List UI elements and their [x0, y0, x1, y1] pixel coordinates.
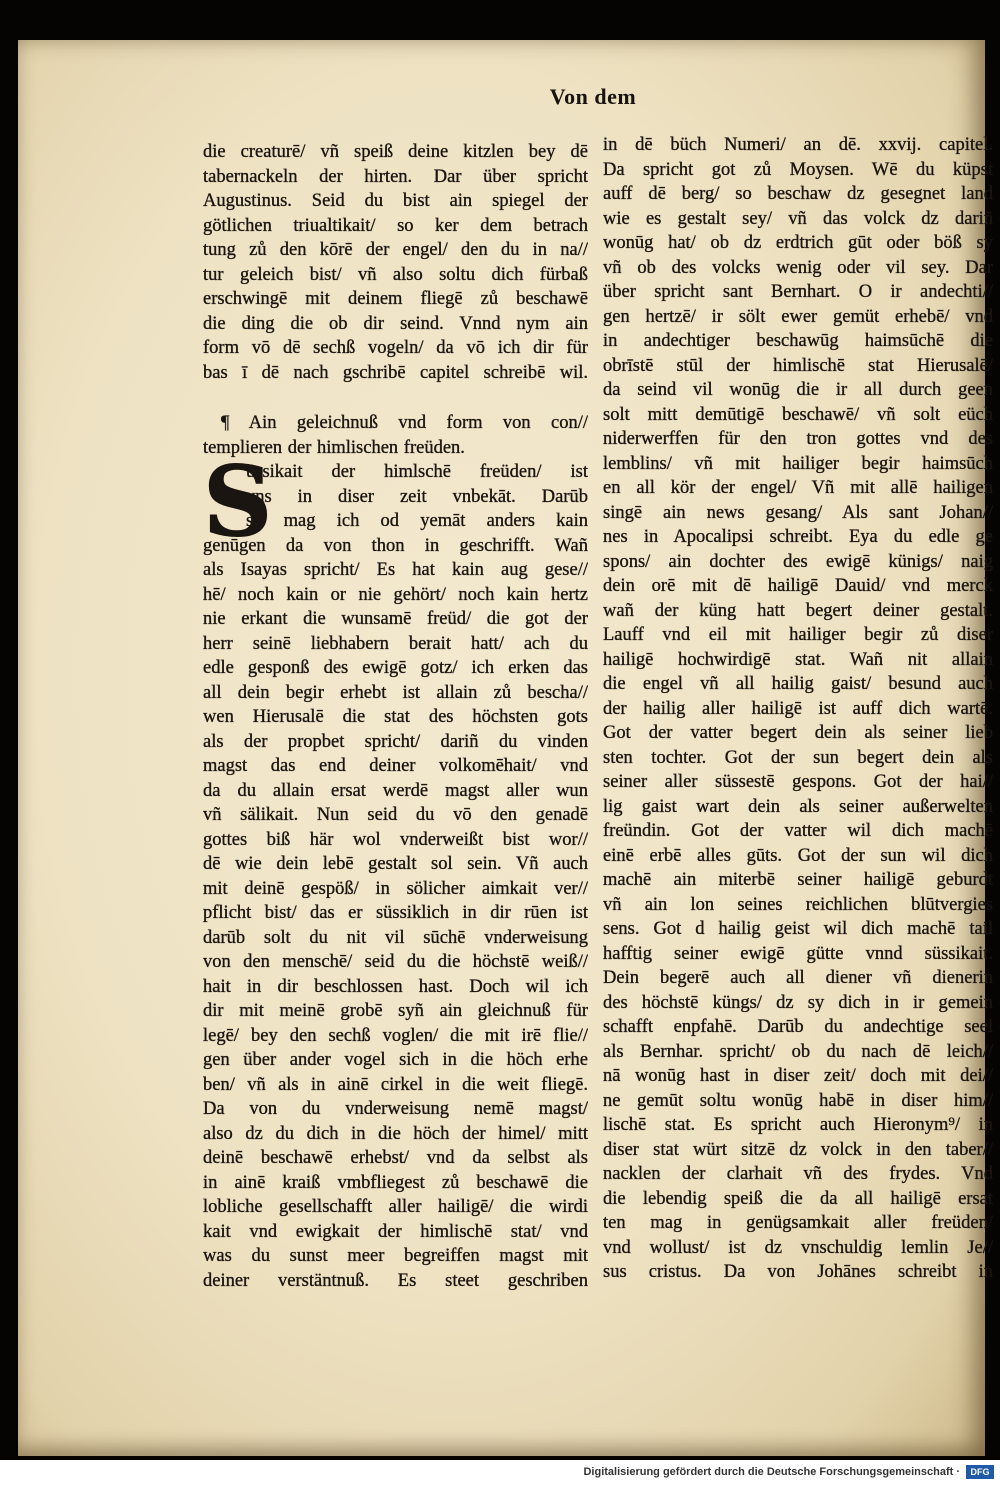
text-line: vñ ain lon seines reichlichen blūtvergies: [603, 894, 993, 915]
text-line: vnd wollust/ ist dz vnschuldig lemlin Je//: [603, 1237, 993, 1258]
text-line: nes in Apocalipsi schreibt. Eya du edle ge: [603, 527, 993, 547]
text-line: über spricht sant Bernhart. O ir andechti//: [603, 282, 993, 302]
text-line: all dein begir erhebt ist allain zů bescha//: [203, 682, 588, 703]
text-line: genūgen da von thon in geschrifft. Wañ: [203, 535, 588, 556]
text-line: pflicht bist/ das er süssiklich in dir rūen ist: [203, 903, 588, 923]
text-line: der hailig aller hailigē ist auff dich wartē.: [603, 698, 993, 719]
text-line: lischē stat. Es spricht auch Hieronym⁹/ in: [603, 1115, 993, 1135]
text-line: machē ain miterbē seiner hailigē geburdt: [603, 870, 993, 890]
text-line: erschwingē mit deinem fliegē zů beschawē: [203, 289, 588, 309]
scanned-page: [18, 40, 993, 1456]
text-line: hafftig seiner ewigē gütte vnnd süssikait.: [603, 943, 993, 964]
text-line: form vō dē sechß vogeln/ da vō ich dir für: [203, 338, 588, 358]
text-line: lemblins/ vñ mit hailiger begir haimsūch: [603, 453, 993, 474]
text-line: herr seinē liebhabern berait hatt/ ach du: [203, 633, 588, 654]
text-line: dē wie dein lebē gestalt sol sein. Vñ auch: [203, 854, 588, 874]
text-line: Lauff vnd eil mit hailiger begir zů diser: [603, 625, 993, 645]
text-line: götlichen triualtikait/ so ker dem betrach: [203, 215, 588, 236]
text-line: diser stat würt sitzē dz volck in den taber//: [603, 1139, 993, 1160]
text-line: freündin. Got der vatter wil dich machē: [603, 821, 993, 841]
text-line: bas ī dē nach gschribē capitel schreibē wil.: [203, 362, 588, 383]
text-line: als der propbet spricht/ dariñ du vinden: [203, 731, 588, 752]
text-line: ¶ Ain geleichnuß vnd form von con//: [221, 413, 588, 433]
text-line: templieren der himlischen freüden.: [203, 437, 465, 458]
text-line: lobliche gesellschafft aller hailigē/ die wirdi: [203, 1197, 588, 1217]
text-line: dein orē mit dē hailigē Dauid/ vnd merck: [603, 576, 993, 596]
text-line: die lebendig speiß die da all hailigē ersat: [603, 1188, 993, 1209]
dfg-logo: DFG: [966, 1465, 994, 1479]
right-column: [603, 133, 993, 1285]
text-line: sens. Got d hailig geist wil dich machē tail: [603, 919, 993, 939]
text-line: in andechtiger beschawūg haimsūchē die: [603, 331, 993, 351]
text-line: seiner aller süssestē gespons. Got der hai//: [603, 772, 993, 792]
text-line: hait in dir beschlossen hast. Doch wil ich: [203, 976, 588, 997]
text-line: tung zů den kōrē der engel/ den du in na//: [203, 240, 588, 260]
footer-bar: [0, 1460, 1000, 1486]
text-line: wonūg hat/ ob dz erdtrich gūt oder böß sy: [603, 233, 993, 253]
text-line: was du sunst meer begreiffen magst mit: [203, 1246, 588, 1266]
text-line: darūb solt du nit vil sūchē vnderweisung: [203, 927, 588, 948]
text-line: schafft enpfahē. Darūb du andechtige seel: [603, 1017, 993, 1037]
text-line: vñ ob des volcks wenig oder vil sey. Dar: [603, 257, 993, 278]
text-line: hailigē hochwirdigē stat. Wañ nit allain: [603, 649, 993, 670]
text-line: Da spricht got zů Moysen. Wē du küpst: [603, 159, 993, 180]
text-line: nacklen der clarhait vñ des frydes. Vnd: [603, 1164, 993, 1184]
text-line: kait vnd ewigkait der himlischē stat/ vnd: [203, 1221, 588, 1242]
text-line: deiner verstäntnuß. Es steet geschriben: [203, 1270, 588, 1291]
text-line: edle gesponß des ewigē gotz/ ich erken das: [203, 658, 588, 678]
text-line: wañ der küng hatt begert deiner gestalt.: [603, 600, 993, 621]
text-line: singē ain news gesang/ Als sant Johan//: [603, 502, 993, 523]
text-line: solt mitt demūtigē beschawē/ vñ solt eüch: [603, 404, 993, 425]
text-line: Got der vatter begert dein als seiner lieb: [603, 723, 993, 743]
text-line: sten tochter. Got der sun begert dein als: [603, 747, 993, 768]
text-line: ben/ vñ als in ainē cirkel in die weit fliegē.: [203, 1074, 588, 1095]
left-column: [203, 140, 588, 1293]
text-line: Da von du vnderweisung nemē magst/: [203, 1099, 588, 1119]
text-line: vns in diser zeit vnbekāt. Darūb: [246, 486, 588, 507]
text-line: die creaturē/ vñ speiß deine kitzlen bey dē: [203, 142, 588, 162]
text-line: Augustinus. Seid du bist ain spiegel der: [203, 191, 588, 211]
text-line: nie erkant die wunsamē freüd/ die got der: [203, 609, 588, 629]
running-title: Von dem: [549, 84, 637, 109]
digitization-credit: Digitalisierung gefördert durch die Deutsche Forschungsgemeinschaft ·: [583, 1466, 960, 1478]
text-line: von den menschē/ seid du die höchstē weiß//: [203, 952, 588, 972]
text-line: tur geleich bist/ vñ also soltu dich fürbaß: [203, 264, 588, 285]
text-line: auff dē berg/ so beschaw dz gesegnet land: [603, 184, 993, 204]
text-line: ten mag in genügsamkait aller freüden/: [603, 1213, 993, 1233]
text-line: deinē beschawē erhebst/ vnd da selbst als: [203, 1148, 588, 1168]
text-line: niderwerffen für den tron gottes vnd des: [603, 429, 993, 449]
text-line: lig gaist wart dein als seiner außerwelten: [603, 796, 993, 817]
text-line: hē/ noch kain or nie gehört/ noch kain hertz: [203, 584, 588, 605]
text-line: Dein begerē auch all diener vñ dienerin: [603, 968, 993, 988]
body-lines: [203, 460, 588, 1293]
text-line: in ainē kraiß vmbfliegest zů beschawē die: [203, 1172, 588, 1193]
text-line: da du allain ersat werdē magst aller wun: [203, 780, 588, 801]
text-line: magst das end deiner volkomēhait/ vnd: [203, 756, 588, 776]
text-line: vñ sälikait. Nun seid du vō den genadē: [203, 805, 588, 825]
text-line: als Bernhar. spricht/ ob du nach dē leich//: [603, 1041, 993, 1062]
text-line: als Isayas spricht/ Es hat kain aug gese//: [203, 560, 588, 580]
text-line: gen hertzē/ ir sölt ewer gemüt erhebē/ vnd: [603, 306, 993, 327]
drop-cap-initial: S: [203, 445, 273, 558]
text-line: in dē büch Numeri/ an dē. xxvij. capitel.: [603, 135, 993, 155]
text-line: des höchstē küngs/ dz sy dich in ir gemein: [603, 992, 993, 1013]
opening-paragraph: [203, 140, 588, 385]
text-line: sus cristus. Da von Johānes schreibt in: [603, 1262, 993, 1282]
text-line: üssikait der himlschē freüden/ ist: [246, 462, 588, 482]
text-line: wie es gestalt sey/ vñ das volck dz dariñ: [603, 208, 993, 229]
text-line: so mag ich od yemāt anders kain: [246, 511, 588, 531]
text-line: gottes biß här wol vnderweißt bist wor//: [203, 829, 588, 850]
text-line: obrīstē stūl der himlischē stat Hierusalē/: [603, 355, 993, 376]
text-line: einē erbē alles gūts. Got der sun wil dich: [603, 845, 993, 866]
text-line: en all kör der engel/ Vñ mit allē hailigen: [603, 478, 993, 498]
text-line: tabernackeln der hirten. Dar über spricht: [203, 166, 588, 187]
text-line: spons/ ain dochter des ewigē künigs/ naig: [603, 551, 993, 572]
text-line: da seind vil wonūg die ir all durch geen: [603, 380, 993, 400]
text-line: mit deinē gespöß/ in sölicher aimkait ver//: [203, 878, 588, 899]
text-line: ne gemūt soltu wonūg habē in diser him//: [603, 1090, 993, 1111]
text-line: wen Hierusalē die stat des höchsten gots: [203, 707, 588, 727]
text-line: die ding die ob dir seind. Vnnd nym ain: [203, 313, 588, 334]
text-line: die engel vñ all hailig gaist/ besund auch: [603, 674, 993, 694]
text-line: gen über ander vogel sich in die höch erhe: [203, 1050, 588, 1070]
text-line: also dz du dich in die höch der himel/ mitt: [203, 1123, 588, 1144]
text-line: nā wonūg hast in diser zeit/ doch mit dei//: [603, 1066, 993, 1086]
text-line: dir mit meinē grobē syñ ain gleichnuß für: [203, 1001, 588, 1021]
text-line: legē/ bey den sechß voglen/ die mit irē flie//: [203, 1025, 588, 1046]
